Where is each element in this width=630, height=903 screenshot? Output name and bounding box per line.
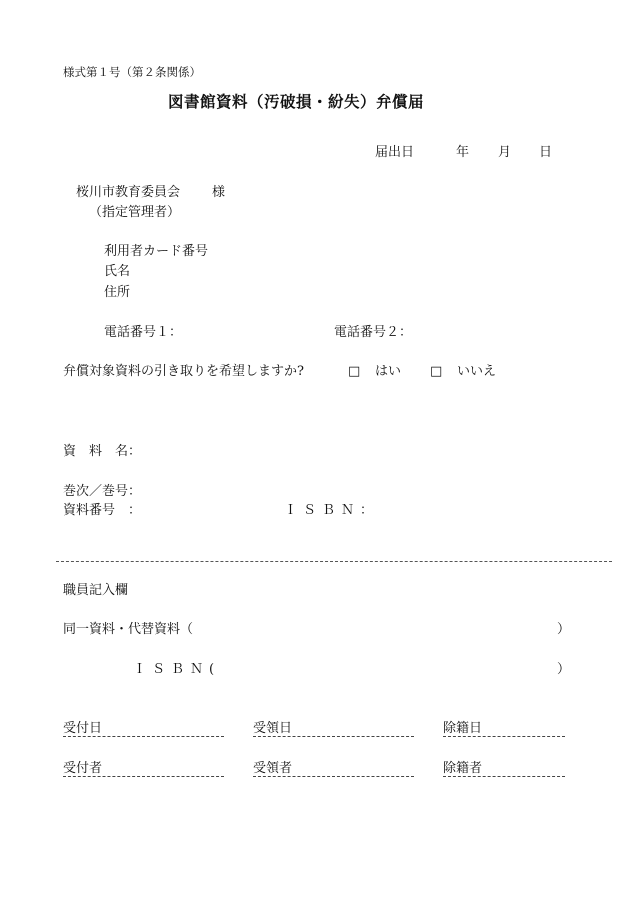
replacement-label: 同一資料・代替資料（ (63, 622, 194, 637)
removed-by-line (443, 776, 565, 777)
volume-label: 巻次／巻号： (63, 484, 142, 499)
phone2-label: 電話番号２： (334, 325, 413, 340)
received-date-line (63, 736, 224, 737)
received-date-label: 受付日 (63, 721, 103, 736)
collected-date-label: 受領日 (253, 721, 293, 736)
card-number-label: 利用者カード番号 (104, 244, 209, 259)
removed-by-label: 除籍者 (443, 761, 483, 776)
staff-section-heading: 職員記入欄 (63, 583, 129, 598)
page-title: 図書館資料（汚破損・紛失）弁償届 (168, 92, 425, 111)
recipient-name: 桜川市教育委員会 (76, 185, 181, 200)
phone1-label: 電話番号１： (104, 325, 183, 340)
date-label: 届出日 (375, 145, 415, 160)
material-number-label: 資料番号 ： (63, 503, 142, 518)
yes-checkbox[interactable]: □ (348, 364, 361, 379)
removed-date-line (443, 736, 565, 737)
collected-by-label: 受領者 (253, 761, 293, 776)
cut-line-divider (56, 561, 612, 562)
recipient-honorific: 様 (212, 185, 226, 200)
no-label: いいえ (457, 364, 497, 379)
applicant-name-label: 氏名 (104, 264, 131, 279)
form-number: 様式第１号（第２条関係） (63, 65, 201, 79)
yes-label: はい (375, 364, 402, 379)
replacement-close: ） (557, 622, 571, 637)
pickup-question: 弁償対象資料の引き取りを希望しますか? (63, 364, 304, 379)
date-day-label: 日 (539, 145, 553, 160)
received-by-line (63, 776, 224, 777)
staff-isbn-label: ＩＳＢＮ( (133, 662, 221, 677)
date-year-label: 年 (456, 145, 470, 160)
no-checkbox[interactable]: □ (430, 364, 443, 379)
removed-date-label: 除籍日 (443, 721, 483, 736)
collected-date-line (253, 736, 414, 737)
material-name-label: 資 料 名： (63, 444, 142, 459)
date-month-label: 月 (498, 145, 512, 160)
collected-by-line (253, 776, 414, 777)
recipient-note: （指定管理者） (89, 205, 181, 220)
staff-isbn-close: ） (557, 662, 571, 677)
address-label: 住所 (104, 285, 131, 300)
isbn-label: ＩＳＢＮ： (284, 503, 380, 518)
received-by-label: 受付者 (63, 761, 103, 776)
